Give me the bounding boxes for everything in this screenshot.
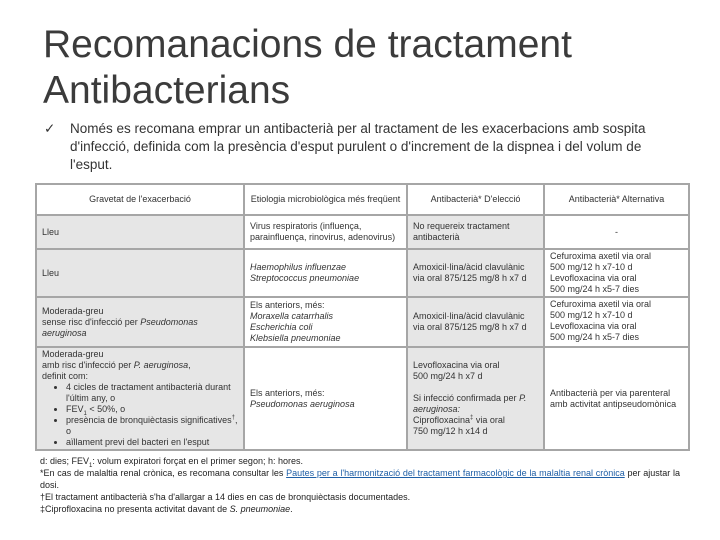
choice-cell: Amoxicil·lina/àcid clavulànic via oral 875/125 mg/8 h x7 d (407, 297, 544, 347)
intro-bullet (44, 120, 684, 174)
choice-cell (407, 347, 544, 450)
organism: Klebsiella pneumoniae (250, 333, 341, 343)
sev-line: Moderada-greu (42, 349, 104, 359)
criteria-item: • 4 cicles de tractament antibacterià durant l'últim any, o (66, 382, 238, 404)
severity-cell (36, 297, 244, 347)
alt-line: Levofloxacina via oral (550, 321, 637, 331)
alt-line: Cefuroxima axetil via oral (550, 299, 652, 309)
choice-line: Si infecció confirmada per (413, 393, 520, 403)
severity-cell: Lleu (36, 215, 244, 249)
etiology-cell (244, 347, 407, 450)
crit-text: presència de bronquièctasis significatives (66, 415, 232, 425)
organism: Escherichia coli (250, 322, 313, 332)
sev-line: sense risc d'infecció per (42, 316, 141, 327)
footnotes (40, 455, 680, 515)
alt-line: 500 mg/12 h x7-10 d (550, 310, 633, 320)
fn-text: *En cas de malaltia renal crònica, es recomana consultar les (40, 468, 287, 478)
fev-sub: 1 (83, 410, 87, 417)
renal-guidelines-link[interactable]: Pautes per a l'harmonització del tractament farmacològic de la malaltia renal crònica (286, 468, 625, 478)
choice-cell: Amoxicil·lina/àcid clavulànic via oral 875/125 mg/8 h x7 d (407, 249, 544, 297)
crit-text: , o (66, 415, 238, 436)
criteria-list (42, 382, 238, 448)
fev-value: < 50%, o (86, 404, 126, 414)
table-and-notes (35, 183, 695, 515)
intro-text: Només es recomana emprar un antibacterià per al tractament de les exacerbacions amb sospita d'infecció, definida com la presència d'esput purulent o d'increment de la dispnea i del volum de l'esput. (70, 121, 646, 172)
criteria-item (66, 404, 238, 415)
severity-cell: Lleu (36, 249, 244, 297)
organism: P. aeruginosa: (413, 393, 527, 414)
alternative-cell: - (544, 215, 689, 249)
alt-line: 500 mg/12 h x7-10 d (550, 262, 633, 272)
header-etiology: Etiologia microbiològica més freqüent (244, 184, 407, 215)
choice-line: Levofloxacina via oral (413, 360, 500, 370)
sev-organism: P. aeruginosa (133, 360, 189, 370)
footnote-renal (40, 467, 680, 491)
table-header-row (36, 184, 689, 215)
choice-line: 500 mg/24 h x7 d (413, 371, 483, 381)
header-alternative: Antibacterià* Alternativa (544, 184, 689, 215)
page-title: Recomanacions de tractament Antibacterians (43, 23, 572, 112)
choice-line: Ciprofloxacina (413, 415, 471, 425)
alt-line: Levofloxacina via oral (550, 273, 637, 283)
alternative-cell: Antibacterià per via parenteral amb activitat antipseudomònica (544, 347, 689, 450)
treatment-table (35, 183, 690, 451)
alt-line: 500 mg/24 h x5-7 dies (550, 284, 640, 294)
organism: Streptococcus pneumoniae (250, 273, 360, 283)
sev-line: Moderada-greu (42, 305, 104, 316)
dagger: † (231, 415, 235, 421)
fn-text: per ajustar la dosi. (40, 468, 681, 490)
fev: FEV (66, 404, 84, 414)
choice-cell: No requereix tractament antibacterià (407, 215, 544, 249)
sev-punct: , (188, 360, 191, 370)
etiology-cell (244, 249, 407, 297)
alt-line: 500 mg/24 h x5-7 dies (550, 332, 640, 342)
alternative-cell (544, 249, 689, 297)
table-row (36, 249, 689, 297)
table-row (36, 347, 689, 450)
footnote-ddagger (40, 503, 680, 515)
table-row (36, 215, 689, 249)
sev-line: definit com: (42, 371, 89, 381)
organism: Moraxella catarrhalis (250, 311, 334, 321)
header-severity: Gravetat de l'exacerbació (36, 184, 244, 215)
severity-cell (36, 347, 244, 450)
fn-text: . (290, 504, 293, 514)
table-row (36, 297, 689, 347)
etio-line: Els anteriors, més: (250, 300, 325, 310)
sev-organism: Pseudomonas aeruginosa (42, 316, 198, 338)
etio-line: Els anteriors, més: (250, 387, 325, 398)
organism: Haemophilus influenzae (250, 262, 347, 272)
fn-text: : volum expiratori forçat en el primer segon; h: hores. (92, 456, 303, 466)
etiology-cell (244, 297, 407, 347)
fn-sub: 1 (89, 462, 93, 469)
alt-line: Cefuroxima axetil via oral (550, 251, 652, 261)
fn-organism: S. pneumoniae (229, 504, 291, 514)
alternative-cell (544, 297, 689, 347)
fn-text: ‡Ciprofloxacina no presenta activitat davant de (40, 504, 230, 514)
sev-line: amb risc d'infecció per (42, 360, 134, 370)
choice-line: 750 mg/12 h x14 d (413, 426, 488, 436)
footnote-dagger: †El tractament antibacterià s'ha d'allargar a 14 dies en cas de bronquièctasis documentades. (40, 492, 411, 502)
choice-line: via oral (473, 415, 505, 425)
etiology-cell: Virus respiratoris (influença, parainfluença, rinovirus, adenovirus) (244, 215, 407, 249)
checkmark-icon: ✓ (44, 121, 56, 136)
ddagger: ‡ (470, 415, 474, 421)
organism: Pseudomonas aeruginosa (250, 398, 355, 409)
fn-text: d: dies; FEV (40, 456, 90, 466)
criteria-item: • aïllament previ del bacteri en l'esput (66, 437, 238, 448)
header-choice: Antibacterià* D'elecció (407, 184, 544, 215)
criteria-item (66, 415, 238, 437)
footnote-abbrev (40, 455, 680, 467)
